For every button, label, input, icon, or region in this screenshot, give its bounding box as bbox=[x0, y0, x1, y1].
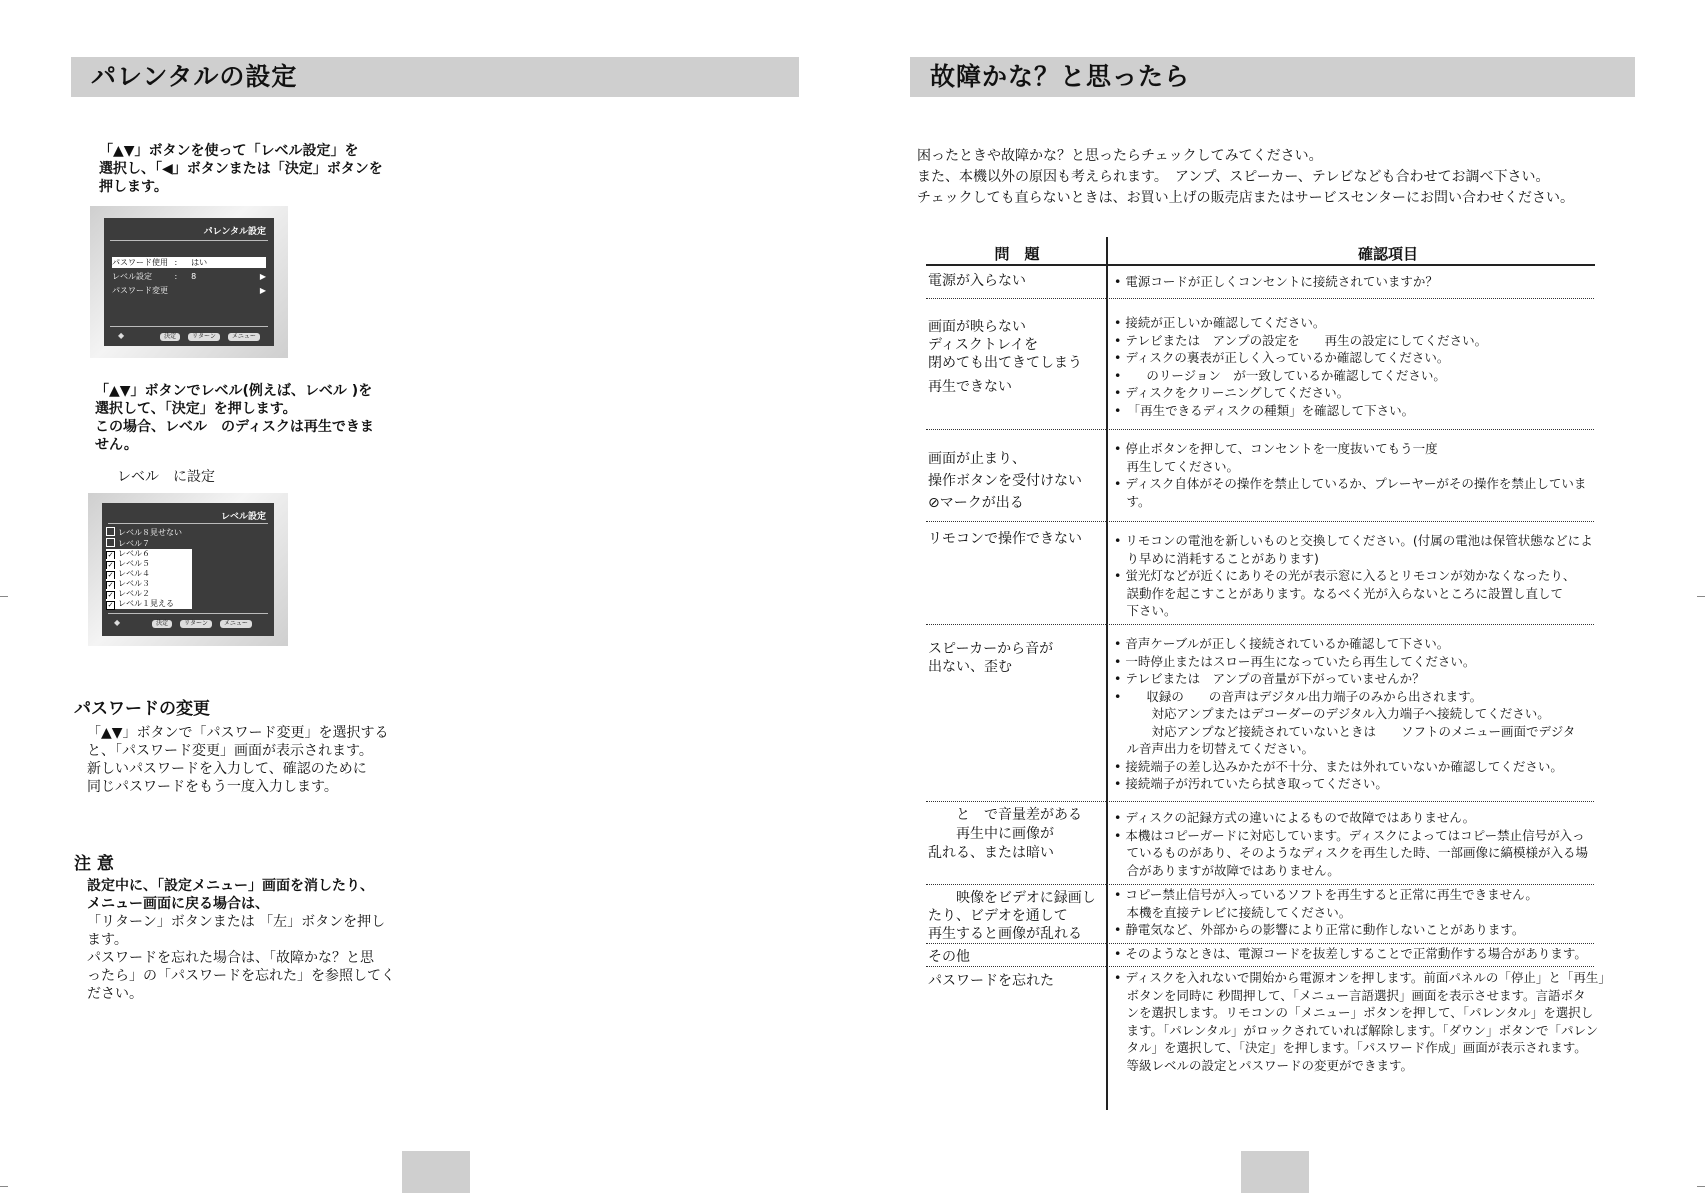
right-page-title: 故障かな？と思ったら bbox=[930, 62, 1191, 91]
menu-label: パスワード使用 bbox=[112, 258, 168, 267]
check-line: 等級レベルの設定とパスワードの変更ができます。 bbox=[1114, 1057, 1414, 1073]
pw-line: 同じパスワードをもう一度入力します。 bbox=[87, 779, 338, 795]
problem-cell bbox=[928, 272, 1026, 290]
row-divider bbox=[926, 429, 1594, 430]
check-cell bbox=[1114, 809, 1588, 879]
level-label: レベル８見せない bbox=[118, 528, 182, 537]
level-row bbox=[106, 589, 192, 599]
problem-line: その他 bbox=[928, 949, 970, 965]
problem-cell bbox=[928, 948, 970, 966]
check-line: 対応アンプなど接続されていないときは ソフトのメニュー画面でデジタ bbox=[1114, 723, 1576, 739]
menu-row-password-change bbox=[112, 285, 266, 296]
check-line: • 接続端子の差し込みかたが不十分、または外れていないか確認してください。 bbox=[1114, 758, 1563, 774]
step2-line: せん。 bbox=[95, 437, 138, 453]
menu-row-level-setting bbox=[112, 271, 266, 282]
enter-button: 決定 bbox=[152, 620, 172, 628]
step1-line: 選択し、「◀」ボタンまたは「決定」ボタンを bbox=[99, 161, 383, 177]
problem-line: 操作ボタンを受付けない bbox=[928, 473, 1082, 489]
dpad-icon: ◆ bbox=[118, 331, 125, 340]
note-heading: 注 意 bbox=[74, 854, 114, 874]
crop-mark bbox=[1697, 596, 1705, 597]
dpad-icon: ◆ bbox=[114, 618, 121, 627]
problem-line: 再生すると画像が乱れる bbox=[928, 926, 1082, 942]
problem-line: 閉めても出てきてしまう bbox=[928, 355, 1082, 371]
check-cell bbox=[1114, 273, 1438, 291]
level-label: レベル４ bbox=[118, 569, 150, 578]
check-line: • 電源コードが正しくコンセントに接続されていますか？ bbox=[1114, 274, 1438, 289]
checkbox-checked-icon: ✓ bbox=[107, 591, 114, 599]
row-divider bbox=[926, 521, 1594, 522]
check-line: 本機を直接テレビに接続してください。 bbox=[1114, 904, 1352, 920]
note-line: パスワードを忘れた場合は、「故障かな？と思 bbox=[87, 950, 374, 966]
checkbox-checked-icon: ✓ bbox=[107, 571, 114, 579]
check-line: 再生してください。 bbox=[1114, 458, 1240, 474]
check-line: • テレビまたは アンプの設定を 再生の設定にしてください。 bbox=[1114, 332, 1488, 348]
intro-line: チェックしても直らないときは、お買い上げの販売店またはサービスセンターにお問い合わせください。 bbox=[917, 190, 1575, 206]
level-row bbox=[106, 599, 192, 609]
check-line: • ディスクの裏表が正しく入っているか確認してください。 bbox=[1114, 350, 1450, 365]
problem-cell bbox=[928, 318, 1082, 396]
check-line: • 接続端子が汚れていたら拭き取ってください。 bbox=[1114, 776, 1388, 791]
problem-cell bbox=[928, 448, 1082, 514]
note-line: 「リターン」ボタンまたは 「左」ボタンを押し bbox=[87, 914, 386, 930]
problem-line: 乱れる、または暗い bbox=[928, 845, 1054, 861]
check-line: • のリージョン が一致しているか確認してください。 bbox=[1114, 367, 1446, 383]
check-line: ル音声出力を切替えてください。 bbox=[1114, 741, 1315, 756]
crop-mark bbox=[0, 1186, 8, 1187]
checkbox-checked-icon: ✓ bbox=[107, 551, 114, 559]
pw-line: 「▲▼」ボタンで「パスワード変更」を選択する bbox=[87, 725, 389, 741]
intro-line: また、本機以外の原因も考えられます。 アンプ、スピーカー、テレビなども合わせてお調べ下さい。 bbox=[917, 169, 1550, 185]
row-divider bbox=[926, 801, 1594, 802]
level-row bbox=[106, 559, 192, 569]
checkbox-empty-icon bbox=[106, 538, 115, 547]
note-line: ったら」の「パスワードを忘れた」を参照してく bbox=[87, 968, 395, 984]
crop-mark bbox=[1697, 1186, 1705, 1187]
checkbox-checked-icon: ✓ bbox=[107, 601, 114, 609]
step2-line: 「▲▼」ボタンでレベル(例えば、レベル )を bbox=[95, 383, 373, 399]
table-column-divider bbox=[1106, 237, 1108, 1110]
check-line: • 停止ボタンを押して、コンセントを一度抜いてもう一度 bbox=[1114, 441, 1438, 456]
level-row bbox=[106, 579, 192, 589]
row-divider bbox=[926, 966, 1594, 967]
problem-line: ⊘マークが出る bbox=[928, 495, 1024, 511]
problem-line: 画面が止まり、 bbox=[928, 451, 1026, 467]
menu-value: 8 bbox=[191, 272, 197, 281]
check-line: • 「再生できるディスクの種類」を確認して下さい。 bbox=[1114, 402, 1415, 418]
parental-settings-screenshot bbox=[90, 206, 288, 358]
check-cell bbox=[1114, 532, 1593, 620]
level-label: レベル１見える bbox=[118, 599, 174, 608]
row-divider bbox=[926, 298, 1594, 299]
level-setting-screenshot bbox=[88, 493, 288, 646]
check-line: • コピー禁止信号が入っているソフトを再生すると正常に再生できません。 bbox=[1114, 887, 1538, 902]
level-label: レベル３ bbox=[118, 579, 150, 588]
check-line: • リモコンの電池を新しいものと交換してください。(付属の電池は保管状態などによ bbox=[1114, 533, 1593, 548]
table-header-rule bbox=[926, 264, 1595, 266]
check-line: 誤動作を起こすことがあります。なるべく光が入らないところに設置し直して bbox=[1114, 585, 1564, 601]
menu-sep: : bbox=[174, 272, 178, 281]
checkbox-checked-icon: ✓ bbox=[107, 581, 114, 589]
step2-line: 選択して、「決定」を押します。 bbox=[95, 401, 297, 417]
level-row bbox=[106, 527, 188, 537]
check-line: り早めに消耗することがあります) bbox=[1114, 550, 1319, 566]
row-divider bbox=[926, 884, 1594, 885]
level-row bbox=[106, 549, 192, 559]
arrow-right-icon: ▶ bbox=[259, 286, 266, 295]
menu-row-password-use bbox=[112, 257, 266, 268]
step1-text bbox=[99, 142, 383, 196]
step2-text bbox=[95, 382, 374, 454]
check-line: 合がありますが故障ではありません。 bbox=[1114, 862, 1340, 878]
check-line: • 静電気など、外部からの影響により正常に動作しないことがあります。 bbox=[1114, 922, 1525, 937]
return-button: リターン bbox=[180, 620, 212, 628]
menu-label: パスワード変更 bbox=[112, 286, 168, 295]
password-change-text bbox=[87, 724, 389, 796]
problem-line: たり、ビデオを通して bbox=[928, 908, 1068, 924]
level-label: レベル６ bbox=[118, 549, 150, 558]
right-title-bar bbox=[910, 57, 1635, 97]
problem-line: 出ない、歪む bbox=[928, 659, 1012, 675]
checkbox-checked-icon: ✓ bbox=[107, 561, 114, 569]
level-note: レベル に設定 bbox=[117, 469, 215, 485]
check-line: • そのようなときは、電源コードを抜差しすることで正常動作する場合があります。 bbox=[1114, 946, 1587, 961]
screen-divider bbox=[108, 613, 268, 614]
check-line: ボタンを同時に 秒間押して、「メニュー言語選択」画面を表示させます。言語ボタ bbox=[1114, 987, 1586, 1003]
checkbox-empty-icon bbox=[106, 527, 115, 536]
right-page-number-box bbox=[1241, 1151, 1309, 1193]
level-row bbox=[106, 538, 156, 548]
check-line: • 収録の の音声はデジタル出力端子のみから出されます。 bbox=[1114, 688, 1483, 704]
screen-button-bar bbox=[114, 618, 252, 628]
problem-line: 再生できない bbox=[928, 379, 1012, 395]
level-label: レベル７ bbox=[118, 539, 150, 548]
check-line: • ディスク自体がその操作を禁止しているか、プレーヤーがその操作を禁止していま bbox=[1114, 476, 1587, 491]
screen-divider bbox=[110, 240, 268, 241]
level-label: レベル５ bbox=[118, 559, 150, 568]
note-line: 設定中に、「設定メニュー」画面を消したり、 bbox=[87, 878, 374, 894]
note-line: ます。 bbox=[87, 932, 128, 948]
problem-line: スピーカーから音が bbox=[928, 641, 1054, 657]
enter-button: 決定 bbox=[160, 333, 180, 341]
check-line: ているものがあり、そのようなディスクを再生した時、一部画像に縞模様が入る場 bbox=[1114, 845, 1589, 860]
check-cell bbox=[1114, 886, 1538, 939]
problem-line: ディスクトレイを bbox=[928, 337, 1039, 353]
screen-divider bbox=[108, 523, 268, 524]
problem-line: 電源が入らない bbox=[928, 273, 1026, 289]
row-divider bbox=[926, 624, 1594, 625]
problem-cell bbox=[928, 640, 1053, 676]
col-header-problem: 問 題 bbox=[994, 245, 1040, 263]
note-text bbox=[87, 877, 395, 1003]
check-line: す。 bbox=[1114, 493, 1151, 509]
check-line: • 本機はコピーガードに対応しています。ディスクによってはコピー禁止信号が入っ bbox=[1114, 827, 1585, 843]
note-line: ださい。 bbox=[87, 986, 143, 1002]
check-line: ます。「パレンタル」がロックされていれば解除します。「ダウン」ボタンで「パレン bbox=[1114, 1022, 1599, 1038]
intro-line: 困ったときや故障かな？と思ったらチェックしてみてください。 bbox=[917, 148, 1323, 164]
pw-line: 新しいパスワードを入力して、確認のために bbox=[87, 761, 367, 777]
screen-title: レベル設定 bbox=[220, 512, 266, 522]
menu-button: メニュー bbox=[228, 333, 260, 341]
check-line: • 蛍光灯などが近くにありその光が表示窓に入るとリモコンが効かなくなったり、 bbox=[1114, 568, 1576, 583]
problem-line: 再生中に画像が bbox=[928, 826, 1054, 842]
check-line: タル」を選択して、「決定」を押します。「パスワード作成」画面が表示されます。 bbox=[1114, 1040, 1587, 1055]
problem-line: 映像をビデオに録画し bbox=[928, 890, 1096, 906]
check-line: 対応アンプまたはデコーダーのデジタル入力端子へ接続してください。 bbox=[1114, 706, 1550, 721]
check-cell bbox=[1114, 440, 1586, 510]
check-line: 下さい。 bbox=[1114, 603, 1177, 618]
step1-line: 「▲▼」ボタンを使って「レベル設定」を bbox=[99, 143, 359, 159]
step1-line: 押します。 bbox=[99, 179, 168, 195]
arrow-right-icon: ▶ bbox=[259, 272, 266, 281]
screen-title: パレンタル設定 bbox=[203, 227, 266, 237]
check-line: • 音声ケーブルが正しく接続されているか確認して下さい。 bbox=[1114, 636, 1450, 651]
check-cell bbox=[1114, 969, 1611, 1074]
problem-line: パスワードを忘れた bbox=[928, 973, 1054, 989]
problem-line: 画面が映らない bbox=[928, 319, 1026, 335]
pw-line: と、「パスワード変更」画面が表示されます。 bbox=[87, 743, 373, 759]
note-line: メニュー画面に戻る場合は、 bbox=[87, 896, 269, 912]
left-page-number-box bbox=[402, 1151, 470, 1193]
menu-label: レベル設定 bbox=[112, 272, 152, 281]
level-row bbox=[106, 569, 192, 579]
password-change-heading: パスワードの変更 bbox=[74, 699, 210, 719]
return-button: リターン bbox=[188, 333, 220, 341]
col-header-check: 確認項目 bbox=[1357, 245, 1418, 263]
level-label: レベル２ bbox=[118, 589, 150, 598]
check-line: • ディスクを入れないで開始から電源オンを押します。前面パネルの「停止」と「再生」 bbox=[1114, 970, 1611, 985]
parental-settings-screen bbox=[104, 218, 274, 346]
row-divider bbox=[926, 943, 1594, 944]
problem-cell bbox=[928, 972, 1054, 990]
screen-divider bbox=[110, 326, 268, 327]
check-line: • テレビまたは アンプの音量が下がっていませんか？ bbox=[1114, 671, 1425, 686]
check-line: • 接続が正しいか確認してください。 bbox=[1114, 315, 1326, 330]
problem-line: と で音量差がある bbox=[928, 807, 1082, 823]
menu-sep: : bbox=[174, 258, 178, 267]
left-title-bar bbox=[71, 57, 799, 97]
check-cell bbox=[1114, 635, 1575, 793]
check-cell bbox=[1114, 945, 1587, 963]
check-line: ンを選択します。リモコンの「メニュー」ボタンを押して、「パレンタル」を選択し bbox=[1114, 1005, 1594, 1020]
problem-line: リモコンで操作できない bbox=[928, 531, 1082, 547]
check-cell bbox=[1114, 314, 1487, 419]
crop-mark bbox=[0, 596, 8, 597]
check-line: • ディスクの記録方式の違いによるもので故障ではありません。 bbox=[1114, 810, 1476, 825]
check-line: • ディスクをクリーニングしてください。 bbox=[1114, 385, 1350, 400]
problem-cell bbox=[928, 806, 1082, 863]
level-setting-screen bbox=[102, 503, 274, 636]
left-page-title: パレンタルの設定 bbox=[91, 62, 298, 91]
menu-value: はい bbox=[191, 258, 208, 267]
screen-button-bar bbox=[118, 331, 260, 341]
intro-text bbox=[917, 146, 1574, 209]
check-line: • 一時停止またはスロー再生になっていたら再生してください。 bbox=[1114, 653, 1476, 669]
problem-cell bbox=[928, 889, 1096, 943]
step2-line: この場合、レベル のディスクは再生できま bbox=[95, 419, 374, 435]
problem-cell bbox=[928, 530, 1082, 548]
menu-button: メニュー bbox=[220, 620, 252, 628]
